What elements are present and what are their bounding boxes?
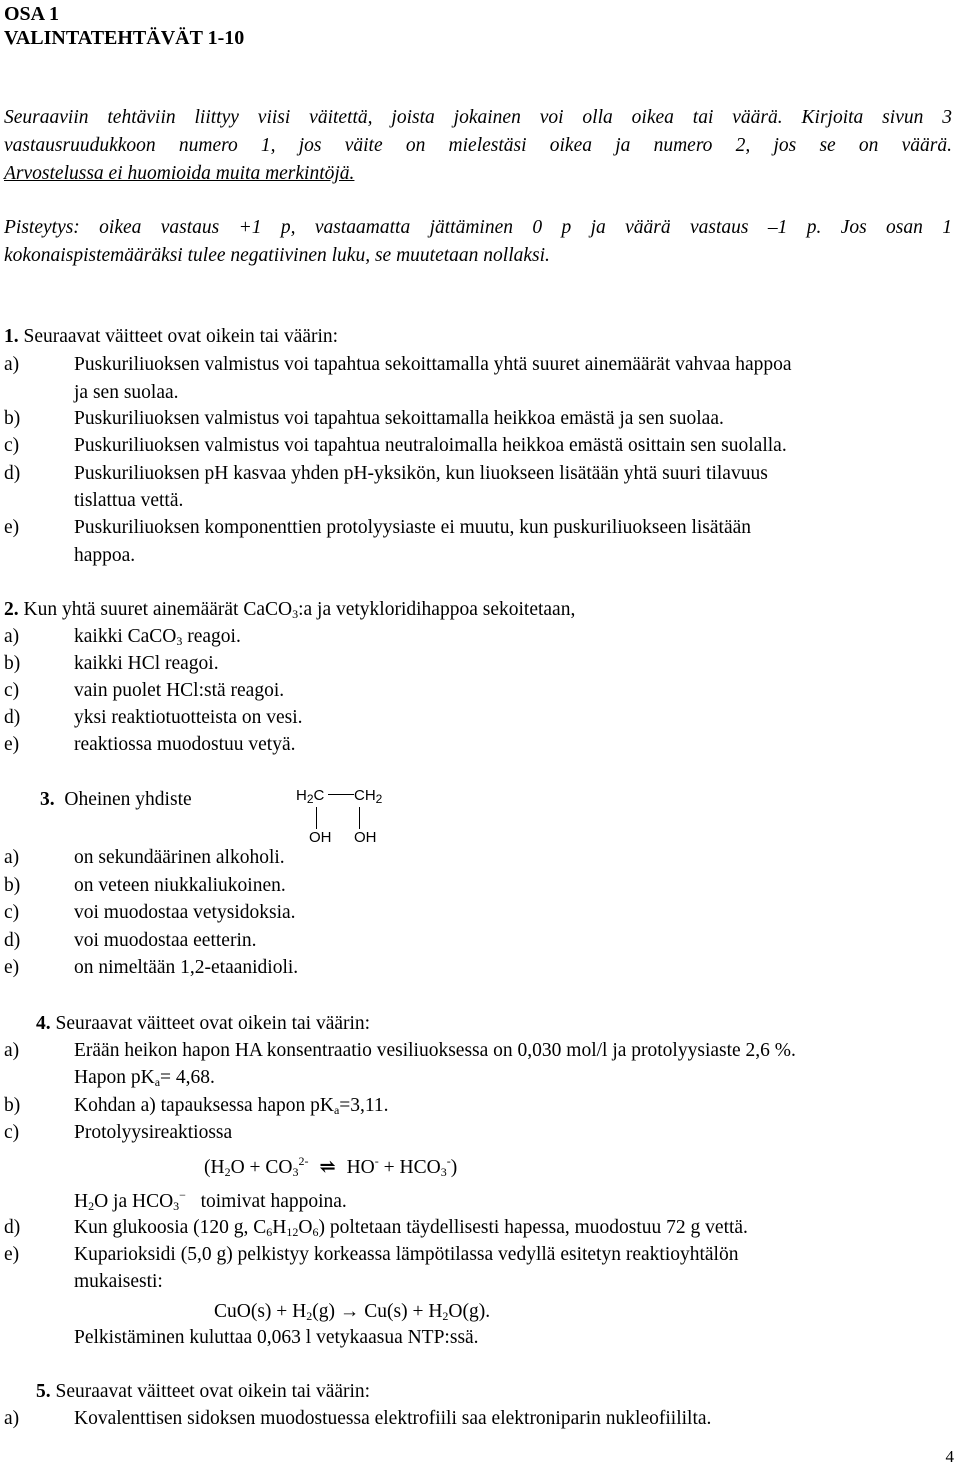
subscript: 3 — [292, 607, 299, 621]
option-label: d) — [4, 930, 21, 951]
option-text: on sekundäärinen alkoholi. — [74, 847, 285, 868]
option-text: yksi reaktiotuotteista on vesi. — [74, 707, 303, 728]
option-label: b) — [4, 653, 21, 674]
q2-option-d — [4, 706, 303, 730]
option-label: e) — [4, 1244, 20, 1265]
option-label: d) — [4, 463, 21, 484]
eq-part: (H — [204, 1157, 225, 1178]
instructions-line: Seuraaviin tehtäviin liittyy viisi väitettä, joista jokainen voi olla oikea tai väärä. Kirjoita sivun 3 — [4, 107, 952, 128]
carbon-oxygen-bond — [359, 807, 360, 829]
subscript: 6 — [266, 1225, 273, 1239]
question-5-stem — [36, 1380, 370, 1404]
question-number: 4. — [36, 1013, 51, 1034]
q4-option-e-cont2: Pelkistäminen kuluttaa 0,063 l vetykaasua NTP:ssä. — [74, 1327, 479, 1348]
option-label: d) — [4, 1217, 21, 1238]
eq-part: ) — [450, 1157, 458, 1178]
q2-option-b — [4, 652, 219, 676]
option-text: Puskuriliuoksen valmistus voi tapahtua sekoittamalla heikkoa emästä ja sen suolaa. — [74, 408, 724, 429]
equilibrium-arrow-icon: ⇌ — [319, 1157, 336, 1178]
option-label: c) — [4, 680, 20, 701]
subscript: 3 — [440, 1165, 447, 1179]
ch2-left-label — [296, 787, 324, 804]
eq-part: O ja HCO — [94, 1191, 174, 1212]
part-heading: OSA 1 — [4, 3, 60, 25]
option-text: on nimeltään 1,2-etaanidioli. — [74, 957, 299, 978]
q4-option-c — [4, 1121, 232, 1145]
q1-option-e — [4, 516, 751, 540]
option-label: a) — [4, 354, 20, 375]
q4-option-b — [4, 1094, 389, 1118]
q2-option-a — [4, 625, 241, 649]
option-label: b) — [4, 1095, 21, 1116]
subscript: 2 — [224, 1165, 231, 1179]
scoring-line: kokonaispistemääräksi tulee negatiivinen luku, se muutetaan nollaksi. — [4, 245, 550, 266]
q1-option-c — [4, 434, 787, 458]
option-text: on veteen niukkaliukoinen. — [74, 875, 286, 896]
superscript: - — [446, 1154, 451, 1168]
subscript: a — [333, 1103, 340, 1117]
question-text: Seuraavat väitteet ovat oikein tai väärin: — [55, 1013, 371, 1034]
subscript: 6 — [312, 1225, 319, 1239]
q1-option-a — [4, 353, 792, 377]
eq-part: HO — [346, 1157, 375, 1178]
q4-option-e-cont: mukaisesti: — [74, 1271, 163, 1292]
carbon-oxygen-bond — [316, 807, 317, 829]
q4-option-a-cont — [74, 1066, 215, 1090]
q3-option-d — [4, 929, 257, 953]
section-title: VALINTATEHTÄVÄT 1-10 — [4, 27, 245, 49]
q3-option-c — [4, 901, 296, 925]
option-text: Puskuriliuoksen valmistus voi tapahtua sekoittamalla yhtä suuret ainemäärät vahvaa happoa — [74, 354, 792, 375]
question-text: Oheinen yhdiste — [64, 789, 192, 810]
option-text: ) poltetaan täydellisesti hapessa, muodostuu 72 g vettä. — [318, 1217, 748, 1238]
subscript: 2 — [88, 1199, 95, 1213]
subscript: 3 — [173, 1199, 180, 1213]
subscript: 2 — [375, 792, 383, 806]
instructions-line: Arvostelussa ei huomioida muita merkintöjä. — [4, 163, 355, 184]
reaction-arrow-icon: → — [339, 1301, 360, 1322]
option-text: Puskuriliuoksen komponenttien protolyysiaste ei muutu, kun puskuriliuokseen lisätään — [74, 517, 752, 538]
option-label: b) — [4, 408, 21, 429]
protolysis-equation — [204, 1156, 457, 1180]
q5-option-a — [4, 1407, 711, 1431]
eq-part: (g) — [312, 1301, 340, 1322]
instructions-line: vastausruudukkoon numero 1, jos väite on mielestäsi oikea ja numero 2, jos se on väärä. — [4, 135, 952, 156]
q4-option-a — [4, 1039, 796, 1063]
eq-part: O(g). — [448, 1301, 491, 1322]
eq-part: + HCO — [378, 1157, 441, 1178]
option-label: e) — [4, 957, 20, 978]
subscript: 3 — [292, 1165, 299, 1179]
option-label: a) — [4, 847, 20, 868]
option-text: kaikki HCl reagoi. — [74, 653, 219, 674]
q4-option-c-cont — [74, 1190, 347, 1214]
subscript: 2 — [306, 1309, 313, 1323]
option-text: Erään heikon hapon HA konsentraatio vesiliuoksessa on 0,030 mol/l ja protolyysiaste 2,6 %. — [74, 1040, 796, 1061]
q1-option-e-cont: happoa. — [74, 545, 136, 566]
question-4-stem — [36, 1012, 370, 1036]
scoring-line: Pisteytys: oikea vastaus +1 p, vastaamatta jättäminen 0 p ja väärä vastaus –1 p. Jos osan 1 — [4, 217, 952, 238]
eq-part: O + CO — [230, 1157, 293, 1178]
atom: H — [296, 787, 307, 804]
question-text: Seuraavat väitteet ovat oikein tai väärin: — [23, 326, 339, 347]
q4-option-e — [4, 1243, 738, 1267]
q1-option-a-cont: ja sen suolaa. — [74, 382, 179, 403]
option-text: O — [298, 1217, 313, 1238]
option-text: toimivat happoina. — [200, 1191, 347, 1212]
eq-part: H — [74, 1191, 89, 1212]
superscript: 2- — [298, 1154, 309, 1168]
q4-option-d — [4, 1216, 748, 1240]
option-label: c) — [4, 902, 20, 923]
option-label: c) — [4, 1122, 20, 1143]
option-label: a) — [4, 626, 20, 647]
question-text: Kun yhtä suuret ainemäärät CaCO — [23, 599, 293, 620]
option-label: e) — [4, 734, 20, 755]
option-label: a) — [4, 1408, 20, 1429]
option-text: Kun glukoosia (120 g, C — [74, 1217, 267, 1238]
oh-right-label: OH — [354, 829, 377, 846]
q3-option-b — [4, 874, 286, 898]
option-label: b) — [4, 875, 21, 896]
option-text: vain puolet HCl:stä reagoi. — [74, 680, 285, 701]
option-text: Kovalenttisen sidoksen muodostuessa elektrofiili saa elektroniparin nukleofiililta. — [74, 1408, 712, 1429]
option-text: voi muodostaa vetysidoksia. — [74, 902, 296, 923]
subscript: 3 — [176, 634, 183, 648]
option-text: reagoi. — [182, 626, 241, 647]
subscript: 2 — [442, 1309, 449, 1323]
atom: C — [313, 787, 325, 804]
subscript: 2 — [306, 792, 314, 806]
option-text: Puskuriliuoksen valmistus voi tapahtua neutraloimalla heikkoa emästä osittain sen suolalla. — [74, 435, 787, 456]
oh-left-label: OH — [309, 829, 332, 846]
question-number: 5. — [36, 1381, 51, 1402]
question-number: 1. — [4, 326, 19, 347]
q2-option-e — [4, 733, 296, 757]
question-text: :a ja vetykloridihappoa sekoitetaan, — [298, 599, 576, 620]
q3-option-e — [4, 956, 298, 980]
option-label: a) — [4, 1040, 20, 1061]
page-number: 4 — [945, 1447, 954, 1466]
eq-part: CuO(s) + H — [214, 1301, 307, 1322]
option-text: Hapon pK — [74, 1067, 155, 1088]
option-text: Kohdan a) tapauksessa hapon pK — [74, 1095, 334, 1116]
q3-option-a — [4, 846, 285, 870]
option-text: Kuparioksidi (5,0 g) pelkistyy korkeassa lämpötilassa vedyllä esitetyn reaktioyhtälön — [74, 1244, 739, 1265]
option-text: voi muodostaa eetterin. — [74, 930, 257, 951]
q1-option-d-cont: tislattua vettä. — [74, 490, 184, 511]
atom: CH — [354, 787, 376, 804]
question-number: 2. — [4, 599, 19, 620]
question-1-stem — [4, 325, 338, 349]
option-text: = 4,68. — [160, 1067, 215, 1088]
superscript: − — [179, 1188, 186, 1202]
option-text: kaikki CaCO — [74, 626, 177, 647]
reduction-equation — [214, 1300, 490, 1324]
option-label: d) — [4, 707, 21, 728]
question-number: 3. — [40, 789, 55, 810]
subscript: a — [154, 1075, 161, 1089]
option-text: H — [272, 1217, 287, 1238]
superscript: - — [374, 1154, 379, 1168]
carbon-carbon-bond — [328, 794, 354, 795]
ch2-right-label — [354, 787, 382, 804]
q1-option-d — [4, 462, 768, 486]
question-text: Seuraavat väitteet ovat oikein tai väärin: — [55, 1381, 371, 1402]
option-text: Puskuriliuoksen pH kasvaa yhden pH-yksikön, kun liuokseen lisätään yhtä suuri tilavuus — [74, 463, 768, 484]
option-text: reaktiossa muodostuu vetyä. — [74, 734, 296, 755]
q2-option-c — [4, 679, 284, 703]
option-text: =3,11. — [339, 1095, 389, 1116]
subscript: 12 — [286, 1225, 299, 1239]
question-2-stem — [4, 598, 575, 622]
option-label: e) — [4, 517, 20, 538]
q1-option-b — [4, 407, 724, 431]
question-3-stem — [40, 788, 192, 812]
option-text: Protolyysireaktiossa — [74, 1122, 233, 1143]
eq-part: Cu(s) + H — [359, 1301, 443, 1322]
option-label: c) — [4, 435, 20, 456]
